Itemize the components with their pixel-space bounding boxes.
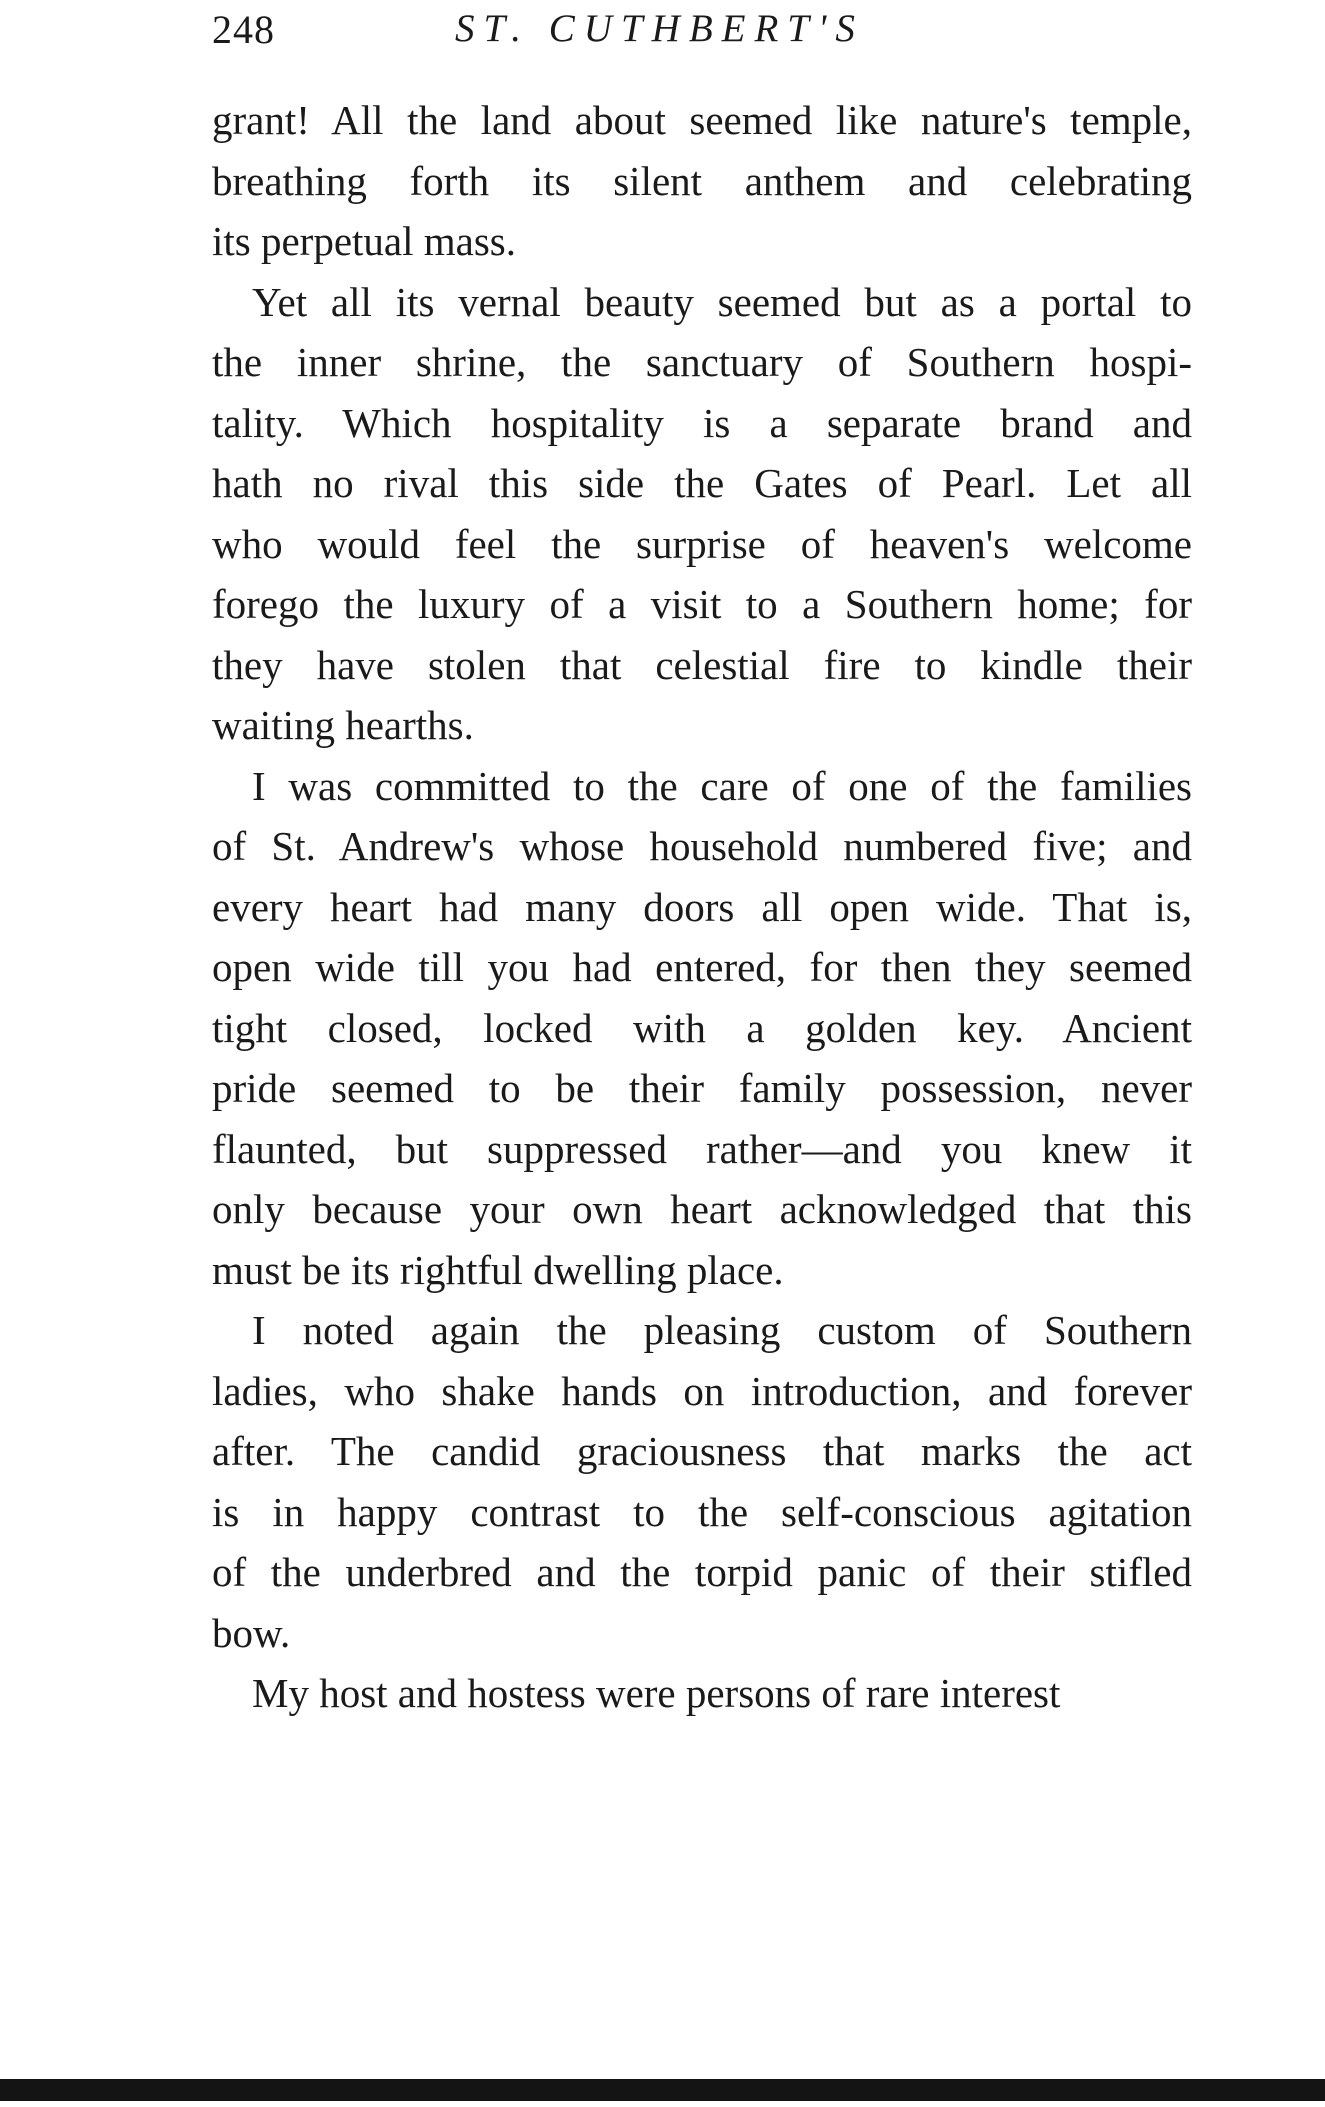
body-text [212,90,1192,1724]
text-line: bow. [212,1609,291,1656]
text-line: forego the luxury of a visit to a Southern home; for [212,581,1192,627]
text-line: of St. Andrew's whose household numbered five; and [212,823,1192,869]
text-line: flaunted, but suppressed rather—and you knew it [212,1125,1192,1172]
text-line: breathing forth its silent anthem and celebrating [212,157,1192,204]
text-line: is in happy contrast to the self-conscious agitation [212,1488,1192,1535]
text-line: tality. Which hospitality is a separate brand and [212,399,1192,446]
text-line: of the underbred and the torpid panic of their stifled [212,1549,1192,1595]
text-line: open wide till you had entered, for then they seemed [212,944,1192,990]
page-number: 248 [212,7,275,52]
text-line: hath no rival this side the Gates of Pearl. Let all [212,460,1192,506]
text-line: only because your own heart acknowledged that this [212,1186,1192,1232]
text-line: Yet all its vernal beauty seemed but as a portal to [252,278,1192,325]
running-title: ST. CUTHBERT'S [455,7,864,50]
text-line: the inner shrine, the sanctuary of Southern hospi- [212,339,1192,385]
text-line: tight closed, locked with a golden key. Ancient [212,1004,1192,1051]
text-line: who would feel the surprise of heaven's welcome [212,520,1192,567]
text-line: waiting hearths. [212,702,474,748]
text-line: its perpetual mass. [212,218,517,264]
text-line: pride seemed to be their family possession, never [212,1065,1192,1111]
text-line: every heart had many doors all open wide. That is, [212,883,1192,930]
text-line: after. The candid graciousness that marks the act [212,1428,1192,1474]
running-header [212,6,1192,56]
text-line: they have stolen that celestial fire to kindle their [212,641,1192,688]
text-line: I was committed to the care of one of the families [252,762,1192,809]
text-line: I noted again the pleasing custom of Southern [252,1307,1192,1353]
text-line: My host and hostess were persons of rare interest [252,1670,1061,1716]
text-line: grant! All the land about seemed like nature's temple, [212,97,1192,143]
scan-edge-bar [0,2079,1325,2101]
text-line: ladies, who shake hands on introduction, and forever [212,1367,1192,1414]
text-line: must be its rightful dwelling place. [212,1246,784,1293]
